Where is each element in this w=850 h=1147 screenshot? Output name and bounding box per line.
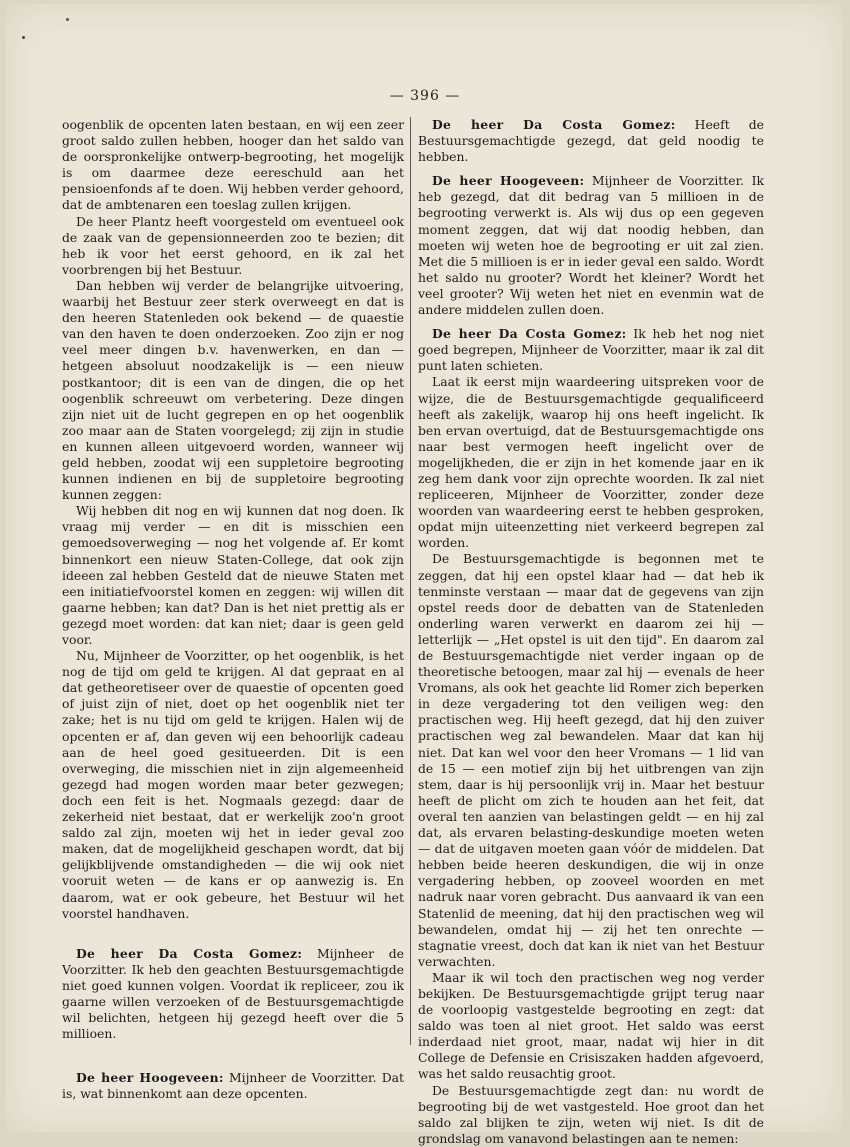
speech-text: Mijnheer de Voorzitter. Ik heb den geachten Bestuursgemachtigde niet goed kunnen volgen. Voordat ik repliceer, zou ik gaarne willen verzoeken of de Bestuursgemachtigde wil belichten, hetgeen hij gezegd heeft over die 5 millioen. (62, 945, 404, 1042)
paragraph: De Bestuursgemachtigde zegt dan: nu wordt de begrooting bij de wet vastgesteld. Hoe groot dan het saldo zal blijken te zijn, weten wij niet. Is dit de grondslag om vanavond belastingen aan te nemen: (418, 1082, 764, 1146)
paragraph: Nu, Mijnheer de Voorzitter, op het oogenblik, is het nog de tijd om geld te krijgen. Al dat gepraat en al dat getheoretiseer over de quaestie of opcenten goed of juist zijn of niet, doet op het oogenblik niet ter zake; het is nu tijd om geld te krijgen. Halen wij de opcenten er af, dan geven wij een behoorlijk cadeau aan de heel goed gesitueerden. Dit is een overweging, die misschien niet in zijn algemeenheid gezegd had mogen worden maar beter gezwegen; doch een feit is het. Nogmaals gezegd: daar de zekerheid niet bestaat, dat er werkelijk zoo'n groot saldo zal zijn, moeten wij het in ieder geval zoo maken, dat de mogelijkheid geschapen wordt, dat bij gelijkblijvende omstandigheden — die wij ook niet vooruit weten — de kans er op aanwezig is. En daarom, wat er ook gebeure, het Bestuur wil het voorstel handhaven. (62, 648, 404, 921)
paragraph: Wij hebben dit nog en wij kunnen dat nog doen. Ik vraag mij verder — en dit is misschien een gemoedsoverweging — nog het volgende af. Er komt binnenkort een nieuw Staten-College, dat ook zijn ideeen zal hebben Gesteld dat de nieuwe Staten met een initiatiefvoorstel komen en zeggen: wij willen dit gaarne hebben; kan dat? Dan is het niet prettig als er gezegd moet worden: dat kan niet; daar is geen geld voor. (62, 503, 404, 647)
paragraph: De Bestuursgemachtigde is begonnen met te zeggen, dat hij een opstel klaar had — dat heb ik tenminste verstaan — maar dat de gegevens van zijn opstel reeds door de debatten van de Statenleden onderling waren verwerkt en daarom zei hij — letterlijk — „Het opstel is uit den tijd". En daarom zal de Bestuursgemachtigde niet verder ingaan op de theoretische betoogen, maar zal hij — evenals de heer Vromans, als ook het geachte lid Romer zich beperken in deze vergadering tot den veiligen weg: den practischen weg. Hij heeft gezegd, dat hij den zuiver practischen weg zal bewandelen. Maar dat kan hij niet. Dat kan wel voor den heer Vromans — 1 lid van de 15 — een motief zijn bij het uitbrengen van zijn stem, daar is hij persoonlijk vrij in. Maar het bestuur heeft de plicht om zich te houden aan het feit, dat overal ten aanzien van belastingen geldt — en hij zal dat, als ervaren belasting-deskundige moeten weten — dat de uitgaven moeten gaan vóór de middelen. Dat hebben beide heeren deskundigen, die wij in onze vergadering hebben, op zooveel woorden en met nadruk naar voren gebracht. Dus aanvaard ik van een Statenlid de meening, dat hij den practischen weg wil bewandelen, omdat hij — zij het ten onrechte — stagnatie vreest, doch dat kan ik niet van het Bestuur verwachten. (418, 551, 764, 969)
paragraph: De heer Plantz heeft voorgesteld om eventueel ook de zaak van de gepensionneerden zoo te bezien; dit heb ik voor het eerst gehoord, en ik zal het voorbrengen bij het Bestuur. (62, 213, 404, 277)
right-column (418, 117, 764, 1147)
speaker-name: De heer Da Costa Gomez: (76, 945, 303, 961)
speech-text: Heeft de Bestuursgemachtigde gezegd, dat geld noodig te hebben. (418, 117, 764, 165)
speaker-paragraph (418, 173, 764, 318)
scan-speck (22, 36, 25, 39)
speaker-name: De heer Da Costa Gomez: (432, 117, 676, 132)
speech-text: Ik heb het nog niet goed begrepen, Mijnheer de Voorzitter, maar ik zal dit punt laten schieten. (418, 326, 764, 374)
speaker-name: De heer Hoogeveen: (432, 173, 585, 189)
speaker-name: De heer Hoogeveen: (76, 1070, 224, 1086)
left-column (62, 117, 404, 1102)
paragraph: Maar ik wil toch den practischen weg nog verder bekijken. De Bestuursgemachtigde grijpt terug naar de voorloopig vastgestelde begrooting en zegt: dat saldo was toen al niet groot. Het saldo was eerst inderdaad niet groot, maar, nadat wij hier in dit College de Defensie en Crisiszaken hadden afgevoerd, was het saldo reusachtig groot. (418, 969, 764, 1082)
scan-speck (66, 18, 69, 21)
speaker-paragraph (62, 946, 404, 1043)
speaker-name: De heer Da Costa Gomez: (432, 326, 627, 342)
paragraph: Dan hebben wij verder de belangrijke uitvoering, waarbij het Bestuur zeer sterk overweegt en dat is den heeren Statenleden ook bekend — de quaestie van den haven te doen onderzoeken. Zoo zijn er nog veel meer dingen b.v. havenwerken, en dan — hetgeen absoluut noodzakelijk is — een nieuw postkantoor; dit is een van de dingen, die op het oogenblik schreeuwt om verbetering. Deze dingen zijn niet uit de lucht gegrepen en op het oogenblik zoo maar aan de Staten voorgelegd; zij zijn in studie en kunnen alleen uitgevoerd worden, wanneer wij geld hebben, zoodat wij een suppletoire begrooting kunnen indienen en bij de suppletoire begrooting kunnen zeggen: (62, 277, 404, 503)
paragraph: Laat ik eerst mijn waardeering uitspreken voor de wijze, die de Bestuursgemachtigde gequalificeerd heeft als zakelijk, waarop hij ons heeft ingelicht. Ik ben ervan overtuigd, dat de Bestuursgemachtigde ons naar best vermogen heeft ingelicht over de mogelijkheden, die er zijn in het komende jaar en ik zeg hem dank voor zijn oprechte woorden. Ik zal niet repliceeren, Mijnheer de Voorzitter, zonder deze woorden van waardeering eerst te hebben gesproken, opdat mijn uiteenzetting niet verkeerd begrepen zal worden. (418, 374, 764, 551)
paragraph: oogenblik de opcenten laten bestaan, en wij een zeer groot saldo zullen hebben, hooger dan het saldo van de oorspronkelijke ontwerp-begrooting, het mogelijk is om daarmee deze eereschuld aan het pensioenfonds af te doen. Wij hebben verder gehoord, dat de ambtenaren een toeslag zullen krijgen. (62, 117, 404, 213)
column-divider (410, 117, 411, 1045)
speaker-paragraph (418, 117, 764, 165)
page-number: — 396 — (389, 88, 461, 104)
speech-text: Mijnheer de Voorzitter. Ik heb gezegd, dat dit bedrag van 5 millioen in de begrooting verwerkt is. Als wij dus op een gegeven moment zeggen, dat wij dat noodig hebben, dan moeten wij weten hoe de begrooting er uit zal zien. Met die 5 millioen is er in ieder geval een saldo. Wordt het saldo nu grooter? Wordt het kleiner? Wordt het veel grooter? Wij weten het niet en evenmin wat de andere middelen zullen doen. (418, 173, 764, 318)
speaker-paragraph (62, 1070, 404, 1102)
speaker-paragraph (418, 326, 764, 374)
speech-text: Mijnheer de Voorzitter. Dat is, wat binnenkomt aan deze opcenten. (62, 1070, 404, 1102)
